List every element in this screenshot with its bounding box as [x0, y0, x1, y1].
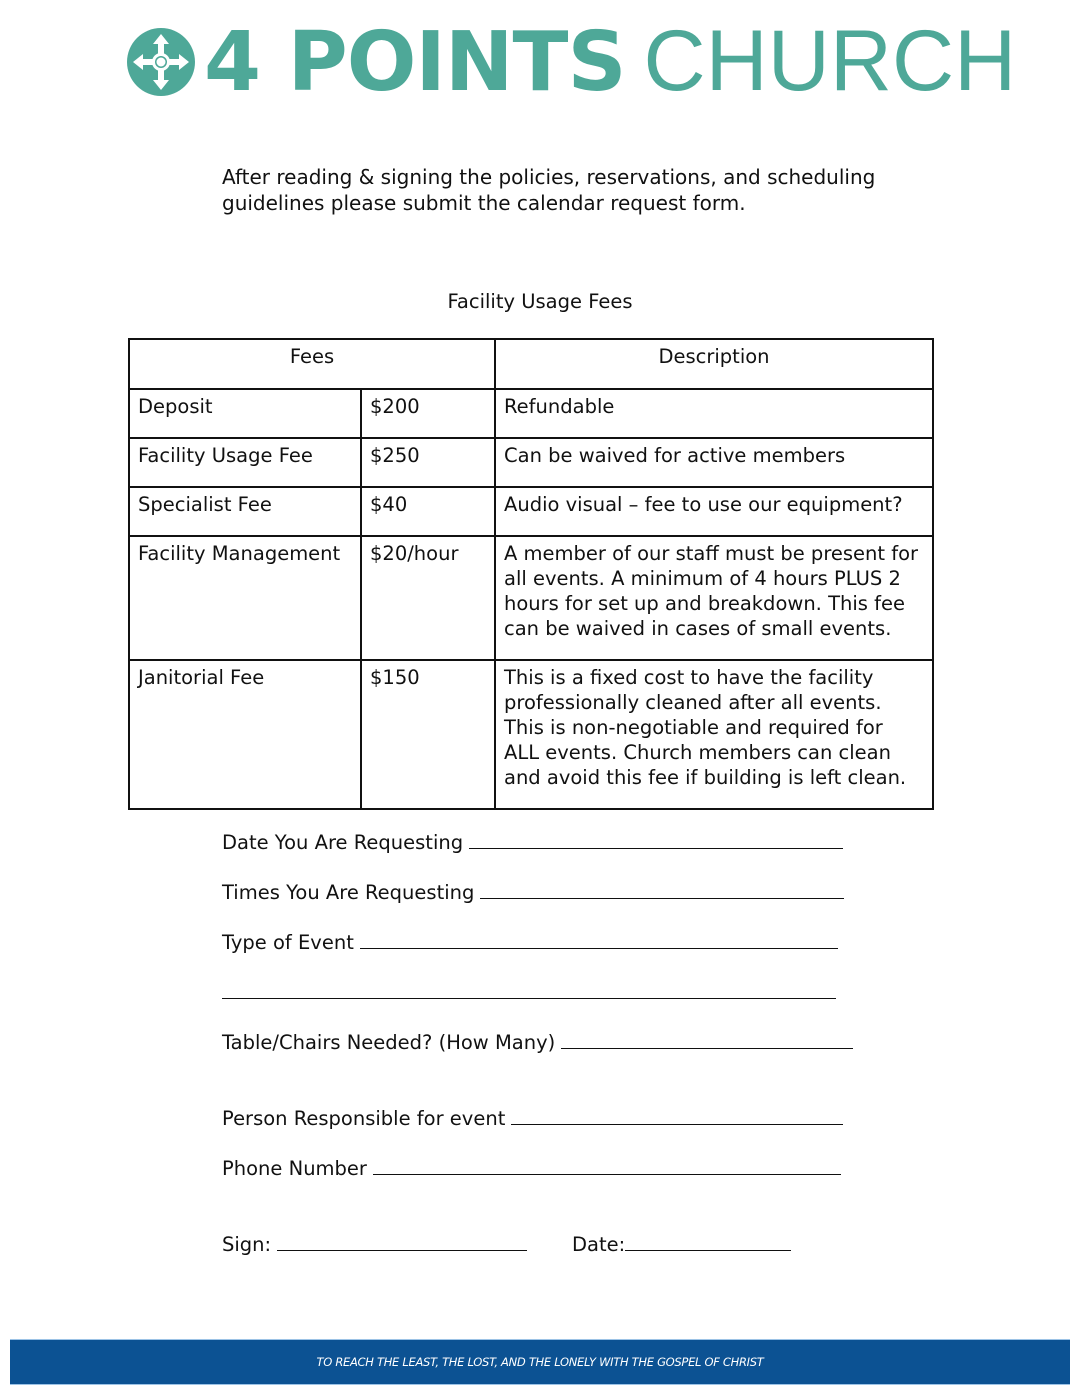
date-label: Date: [572, 1233, 626, 1256]
church-name-light: CHURCH [643, 13, 1017, 109]
fee-amount: $200 [361, 389, 495, 438]
date-requesting-blank[interactable] [469, 830, 843, 849]
table-row [129, 389, 933, 438]
sign-label: Sign: [222, 1233, 272, 1256]
intro-paragraph: After reading & signing the policies, reservations, and scheduling guidelines please submit the calendar request form. [222, 165, 876, 215]
sign-field [222, 1232, 527, 1256]
header-fees: Fees [129, 339, 495, 389]
fee-name: Deposit [129, 389, 361, 438]
phone-number-blank[interactable] [373, 1156, 841, 1175]
person-responsible-field [222, 1106, 843, 1130]
fee-name: Facility Management [129, 536, 361, 660]
fee-name: Facility Usage Fee [129, 438, 361, 487]
church-name-bold: 4 POINTS [204, 15, 626, 110]
fee-amount: $150 [361, 660, 495, 809]
tables-chairs-label: Table/Chairs Needed? (How Many) [222, 1031, 556, 1054]
person-responsible-blank[interactable] [511, 1106, 843, 1125]
fee-name: Specialist Fee [129, 487, 361, 536]
fee-description: This is a fixed cost to have the facility professionally cleaned after all events. This is non-negotiable and required for ALL events. Church members can clean and avoid this fee if building is left clean. [495, 660, 933, 809]
church-logo [126, 13, 1017, 110]
tables-chairs-blank[interactable] [561, 1030, 853, 1049]
event-type-extra-field [222, 980, 836, 1004]
times-requesting-blank[interactable] [480, 880, 844, 899]
footer-banner [10, 1339, 1070, 1385]
date-blank[interactable] [625, 1232, 791, 1251]
date-requesting-field [222, 830, 843, 854]
tables-chairs-field [222, 1030, 853, 1054]
fee-description: Audio visual – fee to use our equipment? [495, 487, 933, 536]
fees-table [128, 338, 934, 810]
event-type-blank[interactable] [360, 930, 838, 949]
event-type-field [222, 930, 838, 954]
fee-amount: $20/hour [361, 536, 495, 660]
compass-arrows-icon [126, 27, 196, 97]
fee-description: Can be waived for active members [495, 438, 933, 487]
fee-amount: $40 [361, 487, 495, 536]
event-type-extra-blank[interactable] [222, 980, 836, 999]
fee-amount: $250 [361, 438, 495, 487]
table-row [129, 438, 933, 487]
table-header-row [129, 339, 933, 389]
fee-description: Refundable [495, 389, 933, 438]
phone-number-label: Phone Number [222, 1157, 367, 1180]
table-row [129, 660, 933, 809]
footer-tagline: TO REACH THE LEAST, THE LOST, AND THE LONELY WITH THE GOSPEL OF CHRIST [316, 1355, 764, 1369]
sign-blank[interactable] [277, 1232, 527, 1251]
fees-table-title: Facility Usage Fees [447, 290, 633, 313]
fee-description: A member of our staff must be present for all events. A minimum of 4 hours PLUS 2 hours for set up and breakdown. This fee can be waived in cases of small events. [495, 536, 933, 660]
phone-number-field [222, 1156, 841, 1180]
table-row [129, 487, 933, 536]
church-name [204, 13, 1017, 110]
header-description: Description [495, 339, 933, 389]
fee-name: Janitorial Fee [129, 660, 361, 809]
table-row [129, 536, 933, 660]
times-requesting-field [222, 880, 844, 904]
date-field [572, 1232, 791, 1256]
date-requesting-label: Date You Are Requesting [222, 831, 464, 854]
event-type-label: Type of Event [222, 931, 354, 954]
times-requesting-label: Times You Are Requesting [222, 881, 475, 904]
person-responsible-label: Person Responsible for event [222, 1107, 506, 1130]
